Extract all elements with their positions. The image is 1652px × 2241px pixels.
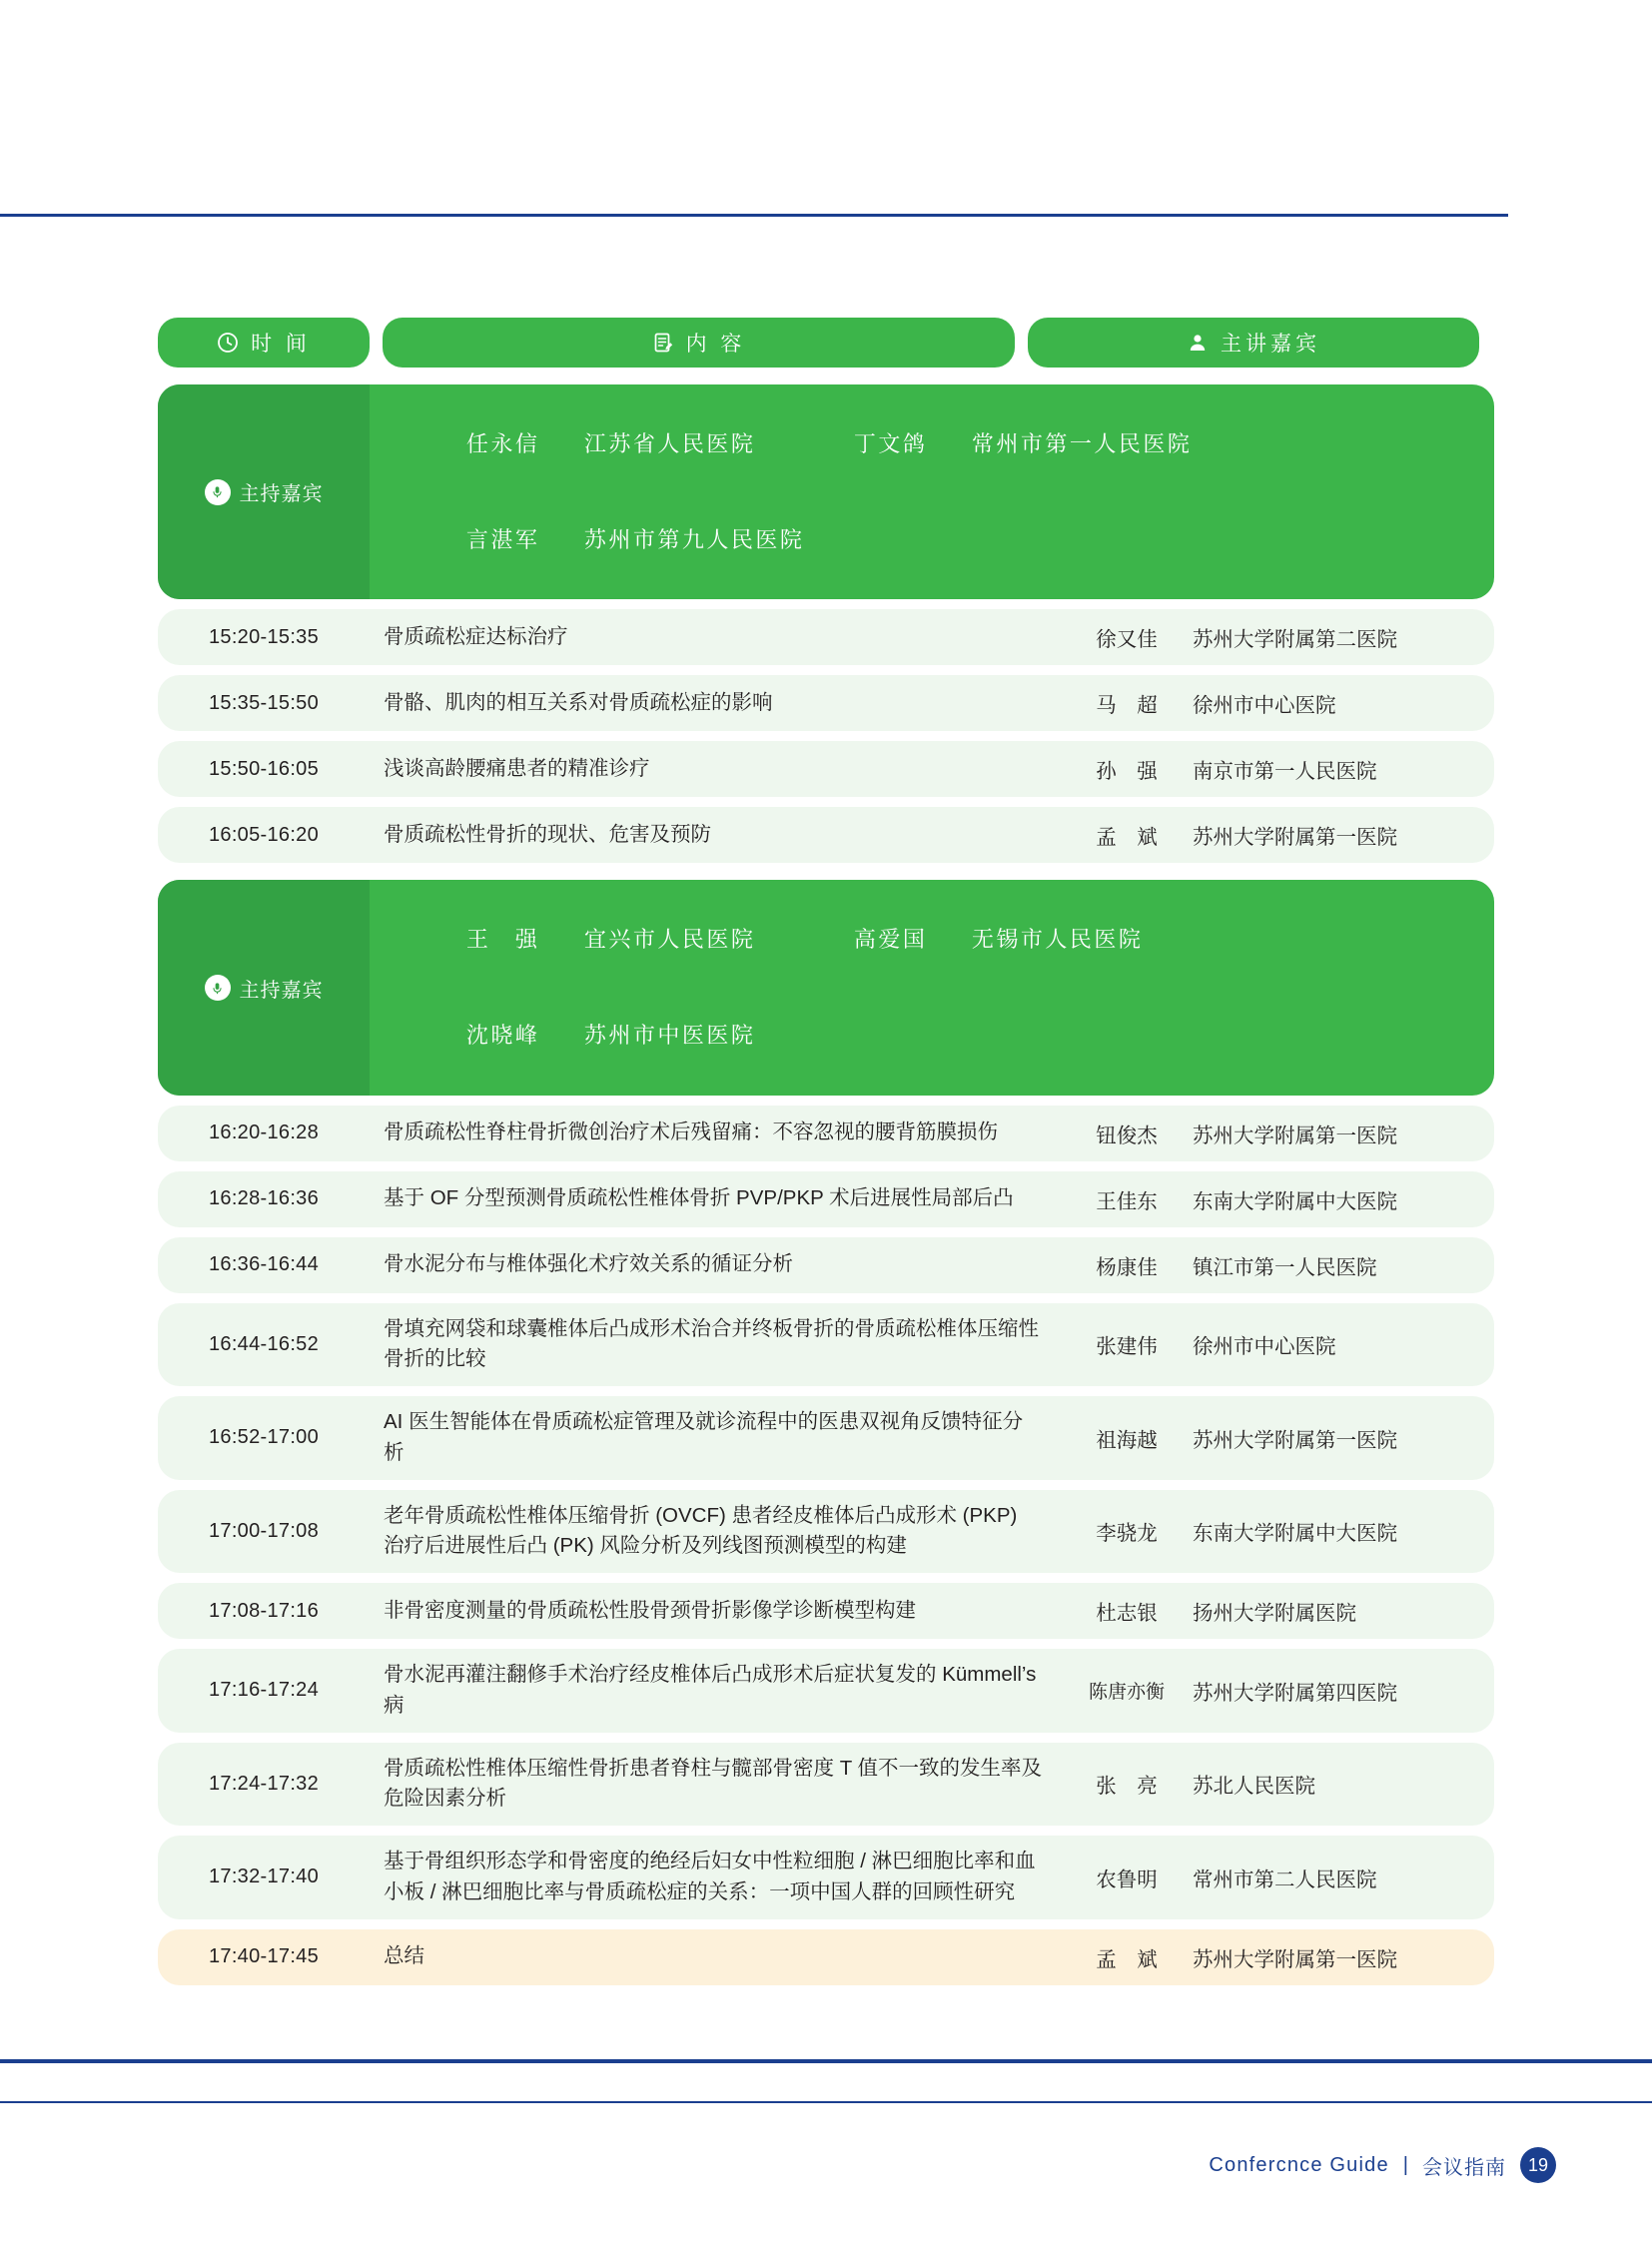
row-organization: 东南大学附属中大医院 [1193, 1522, 1397, 1546]
bottom-rule-thin [0, 2101, 1652, 2103]
chair-line [398, 396, 1494, 492]
microphone-icon [205, 479, 231, 505]
table-row [158, 1490, 1494, 1574]
chair-band [158, 384, 1494, 599]
chair-label-text: 主持嘉宾 [239, 483, 324, 506]
row-time: 17:40-17:45 [208, 1945, 320, 1968]
row-speaker: 李骁龙 [1096, 1522, 1158, 1546]
person-icon [1187, 332, 1209, 354]
chair-person-org: 苏州市中医医院 [583, 1022, 756, 1048]
row-speaker: 杨康佳 [1096, 1255, 1158, 1279]
row-title: 骨质疏松性脊柱骨折微创治疗术后残留痛：不容忽视的腰背筋膜损伤 [384, 1120, 998, 1144]
table-row [158, 1743, 1494, 1827]
table-row [158, 675, 1494, 731]
row-organization: 常州市第二人民医院 [1193, 1868, 1377, 1891]
chair-line [398, 492, 1494, 588]
row-title: 基于 OF 分型预测骨质疏松性椎体骨折 PVP/PKP 术后进展性局部后凸 [384, 1186, 1014, 1210]
row-organization: 苏州大学附属第一医院 [1193, 1428, 1397, 1452]
footer-chinese-label: 会议指南 [1422, 2156, 1506, 2179]
chair-person-org-2: 常州市第一人民医院 [971, 430, 1193, 456]
table-row [158, 609, 1494, 665]
chair-person-org: 江苏省人民医院 [583, 430, 756, 456]
row-speaker: 王佳东 [1096, 1189, 1158, 1213]
table-row [158, 1649, 1494, 1733]
row-title: 非骨密度测量的骨质疏松性股骨颈骨折影像学诊断模型构建 [384, 1598, 916, 1622]
table-row [158, 1303, 1494, 1387]
chair-person-org: 宜兴市人民医院 [583, 927, 756, 953]
chair-line [398, 988, 1494, 1084]
row-title: 骨水泥再灌注翻修手术治疗经皮椎体后凸成形术后症状复发的 Kümmell’s 病 [384, 1663, 1037, 1717]
table-row [158, 1171, 1494, 1227]
chair-label [158, 880, 370, 1095]
row-title: 骨质疏松症达标治疗 [384, 624, 568, 648]
row-time: 15:50-16:05 [208, 757, 320, 780]
row-time: 17:24-17:32 [208, 1772, 320, 1795]
column-header-speaker [1028, 318, 1479, 368]
program-schedule [158, 318, 1494, 1995]
chair-person-name: 言湛军 [465, 526, 540, 552]
chair-label [158, 384, 370, 599]
table-row-summary [158, 1929, 1494, 1985]
row-title: 骨水泥分布与椎体强化术疗效关系的循证分析 [384, 1252, 793, 1276]
microphone-icon [205, 975, 231, 1001]
table-row [158, 807, 1494, 863]
chair-person-name-2: 丁文鸽 [853, 430, 928, 456]
chair-person-org: 苏州市第九人民医院 [583, 526, 805, 552]
row-speaker: 钮俊杰 [1096, 1123, 1158, 1147]
chair-names [370, 384, 1494, 599]
row-speaker: 杜志银 [1096, 1602, 1158, 1626]
chair-names [370, 880, 1494, 1095]
row-time: 17:00-17:08 [208, 1519, 320, 1542]
row-time: 17:32-17:40 [208, 1866, 320, 1888]
table-row [158, 1237, 1494, 1293]
row-title: 骨骼、肌肉的相互关系对骨质疏松症的影响 [384, 690, 773, 714]
row-time: 16:52-17:00 [208, 1426, 320, 1449]
column-header-speaker-label: 主讲嘉宾 [1221, 333, 1320, 356]
row-organization: 苏州大学附属第一医院 [1193, 1947, 1397, 1971]
row-organization: 苏州大学附属第一医院 [1193, 826, 1397, 850]
row-time: 15:20-15:35 [208, 625, 320, 648]
page-number: 19 [1520, 2147, 1556, 2183]
row-organization: 苏州大学附属第四医院 [1193, 1681, 1397, 1705]
chair-person-name: 沈晓峰 [465, 1022, 540, 1048]
row-speaker: 陈唐亦衡 [1088, 1682, 1165, 1704]
row-speaker: 孟 斌 [1096, 826, 1158, 850]
table-row [158, 1836, 1494, 1919]
row-organization: 徐州市中心医院 [1193, 694, 1336, 718]
table-row [158, 1106, 1494, 1161]
table-row [158, 1396, 1494, 1480]
row-title: 骨质疏松性骨折的现状、危害及预防 [384, 822, 711, 846]
row-speaker: 张 亮 [1096, 1775, 1158, 1799]
row-speaker: 张建伟 [1096, 1335, 1158, 1359]
chair-line [398, 892, 1494, 988]
row-title: 骨填充网袋和球囊椎体后凸成形术治合并终板骨折的骨质疏松椎体压缩性骨折的比较 [384, 1316, 1039, 1371]
chair-person-name: 任永信 [465, 430, 540, 456]
chair-person-name-2: 高爱国 [853, 927, 928, 953]
row-title: 总结 [384, 1944, 424, 1968]
clock-icon [217, 332, 239, 354]
footer-english-label: Confercnce Guide [1209, 2153, 1389, 2176]
table-row [158, 1583, 1494, 1639]
row-speaker: 孟 斌 [1096, 1947, 1158, 1971]
note-icon [652, 332, 674, 354]
row-speaker: 农鲁明 [1096, 1868, 1158, 1891]
row-speaker: 孙 强 [1096, 760, 1158, 784]
row-speaker: 马 超 [1096, 694, 1158, 718]
page-footer [0, 2105, 1652, 2241]
row-organization: 镇江市第一人民医院 [1193, 1255, 1377, 1279]
footer-separator: | [1402, 2153, 1408, 2176]
row-organization: 扬州大学附属医院 [1193, 1602, 1356, 1626]
column-header-time [158, 318, 370, 368]
row-title: 骨质疏松性椎体压缩性骨折患者脊柱与髋部骨密度 T 值不一致的发生率及危险因素分析 [384, 1756, 1043, 1811]
column-header-time-label: 时 间 [251, 333, 311, 356]
bottom-rule [0, 2059, 1652, 2063]
row-title: 基于骨组织形态学和骨密度的绝经后妇女中性粒细胞 / 淋巴细胞比率和血小板 / 淋巴细胞比率与骨质疏松症的关系：一项中国人群的回顾性研究 [384, 1850, 1036, 1903]
row-time: 16:05-16:20 [208, 823, 320, 846]
row-time: 16:44-16:52 [208, 1332, 320, 1355]
chair-label-text: 主持嘉宾 [239, 979, 324, 1002]
row-organization: 徐州市中心医院 [1193, 1335, 1336, 1359]
chair-person-name: 王 强 [465, 927, 540, 953]
row-time: 16:20-16:28 [208, 1121, 320, 1144]
row-title: 浅谈高龄腰痛患者的精准诊疗 [384, 756, 650, 780]
row-organization: 东南大学附属中大医院 [1193, 1189, 1397, 1213]
row-time: 17:16-17:24 [208, 1679, 320, 1702]
table-row [158, 741, 1494, 797]
row-time: 17:08-17:16 [208, 1599, 320, 1622]
top-rule [0, 214, 1508, 217]
row-title: 老年骨质疏松性椎体压缩骨折 (OVCF) 患者经皮椎体后凸成形术 (PKP) 治疗后进展性后凸 (PK) 风险分析及列线图预测模型的构建 [384, 1503, 1018, 1558]
column-header-content-label: 内 容 [685, 333, 746, 356]
chair-person-org-2: 无锡市人民医院 [971, 927, 1144, 953]
row-organization: 南京市第一人民医院 [1193, 760, 1377, 784]
column-header-row [158, 318, 1494, 368]
row-organization: 苏州大学附属第二医院 [1193, 628, 1397, 652]
row-speaker: 徐又佳 [1096, 628, 1158, 652]
column-header-content [383, 318, 1015, 368]
row-time: 16:36-16:44 [208, 1253, 320, 1276]
chair-band [158, 880, 1494, 1095]
row-organization: 苏北人民医院 [1193, 1775, 1315, 1799]
row-speaker: 祖海越 [1096, 1428, 1158, 1452]
row-title: AI 医生智能体在骨质疏松症管理及就诊流程中的医患双视角反馈特征分析 [384, 1410, 1024, 1464]
row-time: 16:28-16:36 [208, 1187, 320, 1210]
row-time: 15:35-15:50 [208, 691, 320, 714]
row-organization: 苏州大学附属第一医院 [1193, 1123, 1397, 1147]
